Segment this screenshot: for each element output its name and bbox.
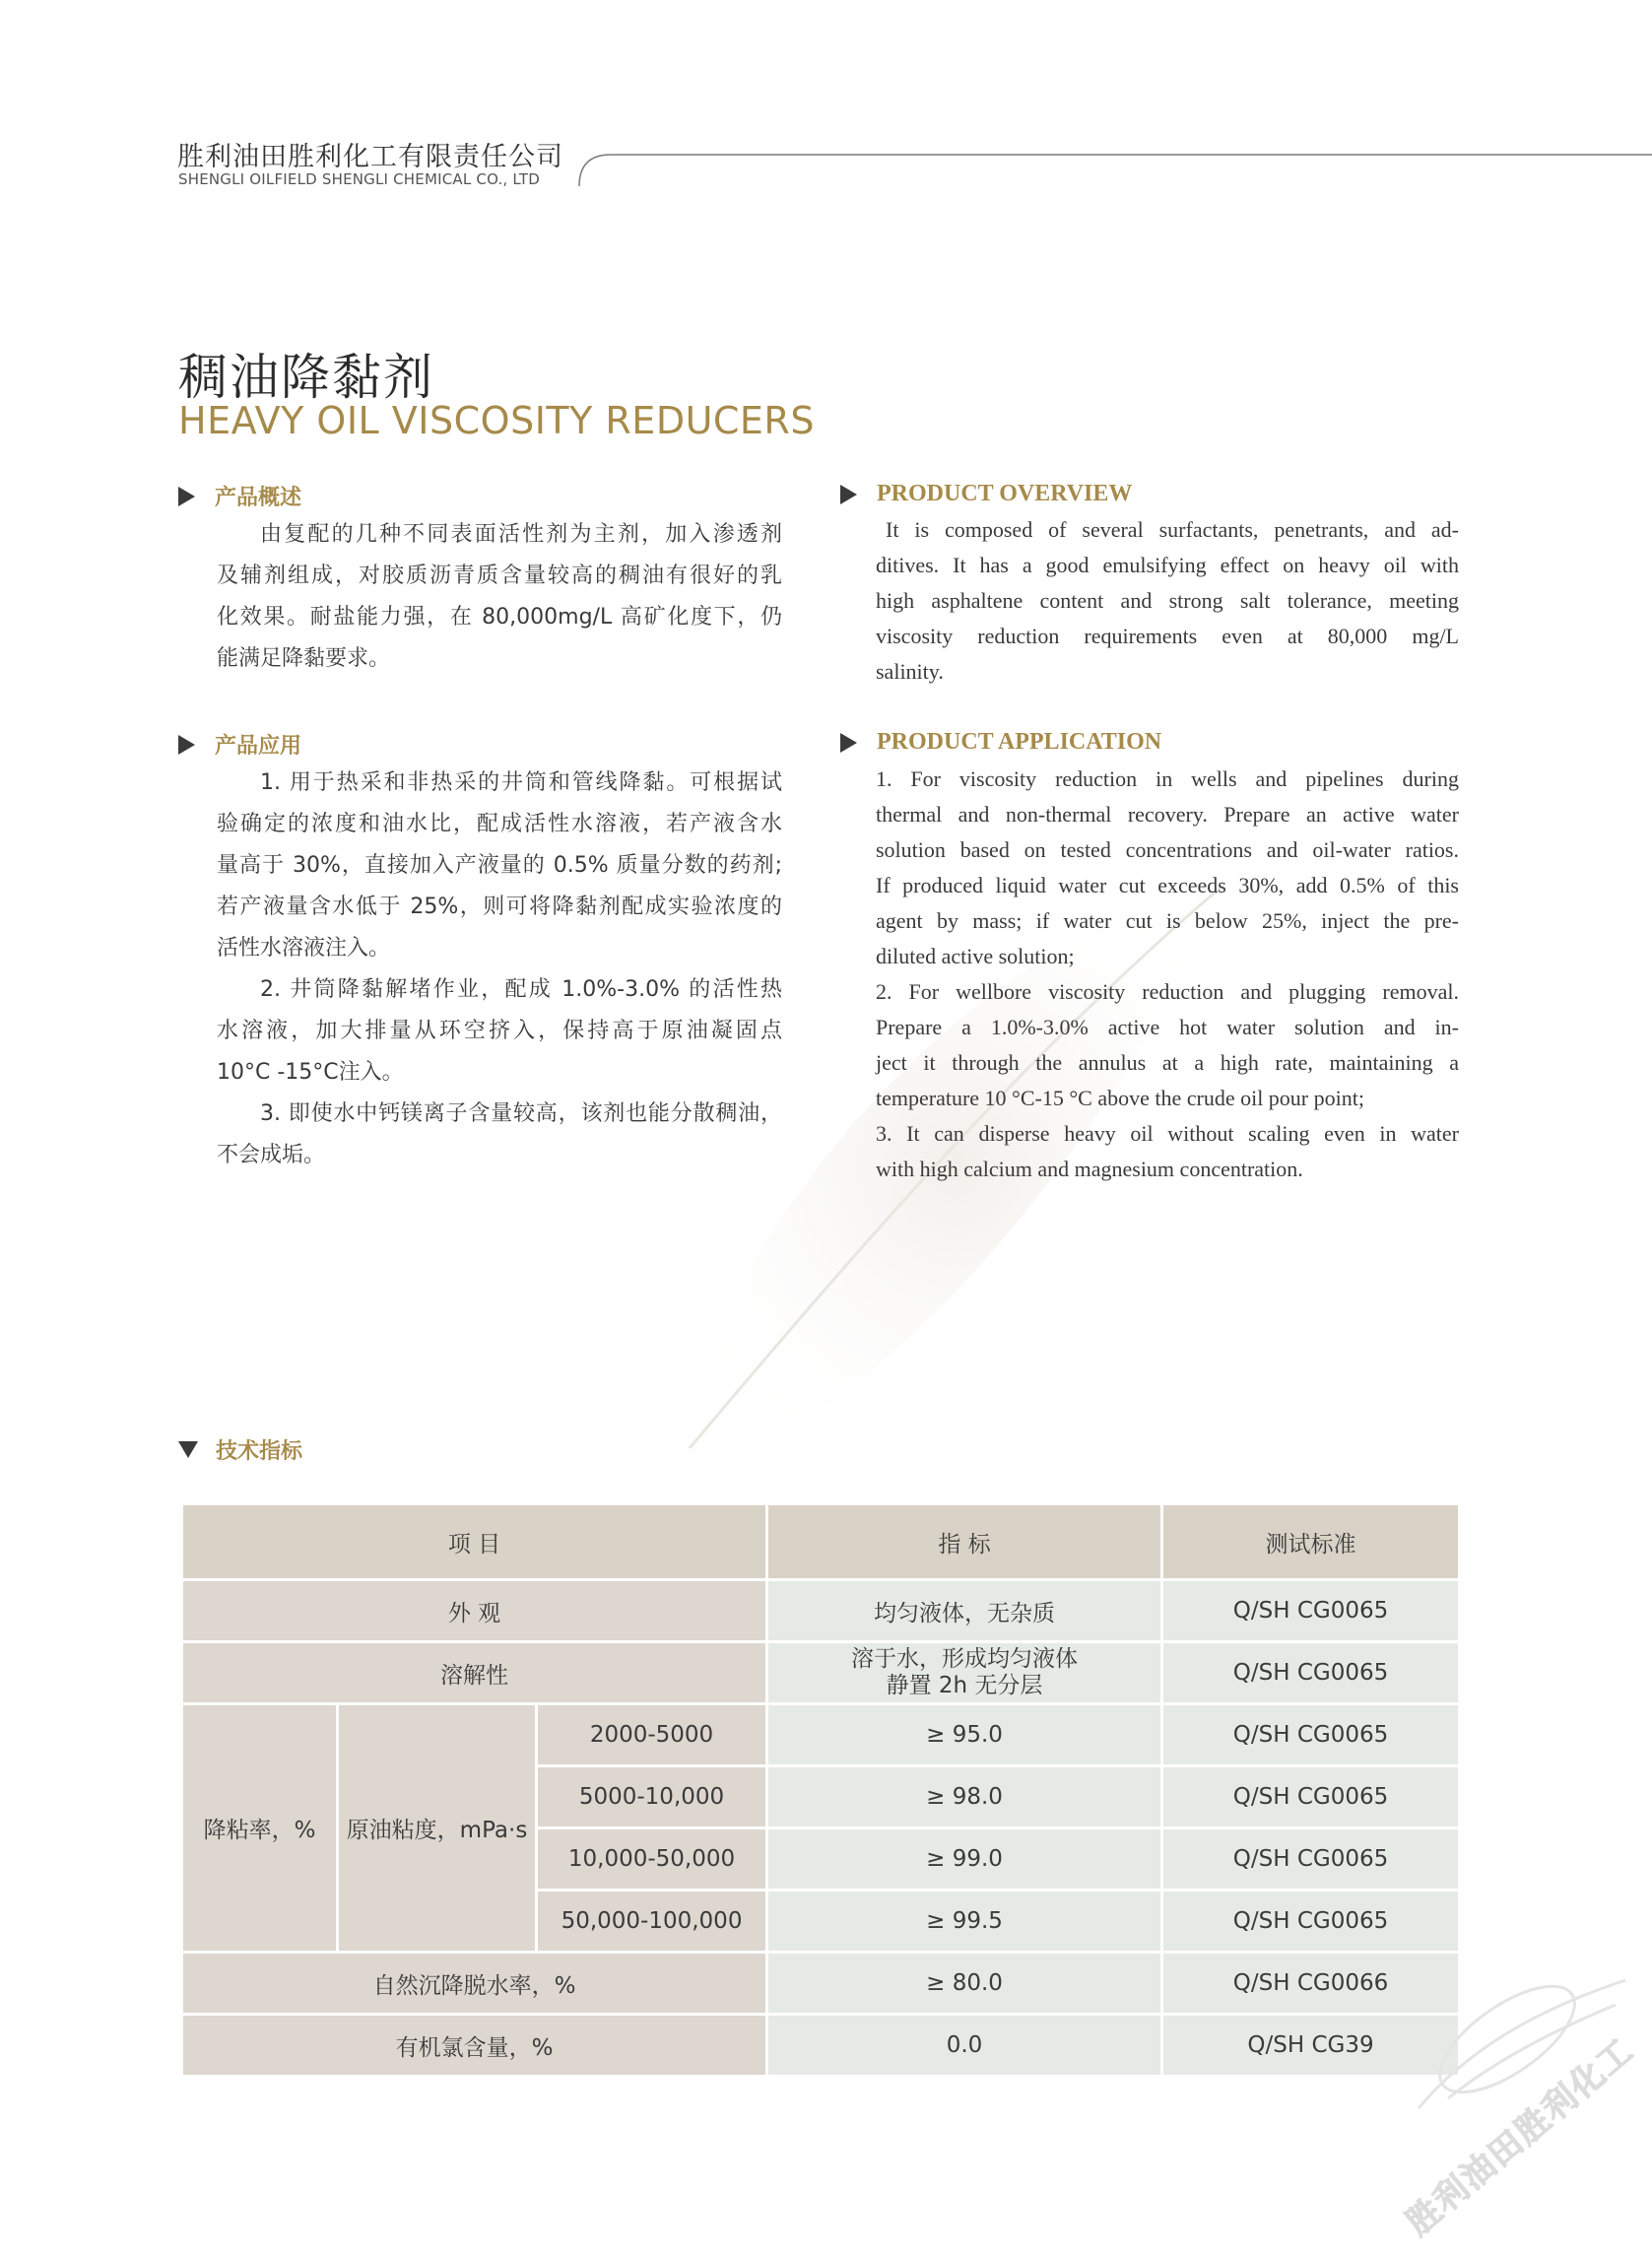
text-line: 10°C -15°C注入。 — [217, 1060, 404, 1085]
overview-text-cn — [217, 514, 782, 680]
triangle-down-icon — [178, 1441, 198, 1458]
text-line: 2. 井筒降黏解堵作业，配成 1.0%-3.0% 的活性热 — [260, 977, 782, 1002]
value-cell: 均匀液体，无杂质 — [767, 1580, 1162, 1642]
overview-heading-en — [840, 481, 1132, 507]
text-line: salinity. — [876, 659, 944, 684]
section-label: 产品概述 — [215, 486, 302, 510]
value-cell — [767, 1642, 1162, 1704]
range-cell: 50,000-100,000 — [537, 1891, 767, 1953]
text-line: It is composed of several surfactants, penetrants, and ad- — [886, 517, 1459, 542]
application-text-cn — [217, 763, 782, 1176]
section-label: 技术指标 — [216, 1439, 303, 1464]
text-line: thermal and non-thermal recovery. Prepare an active water — [876, 802, 1459, 827]
text-line: 及辅剂组成，对胶质沥青质含量较高的稠油有很好的乳 — [217, 564, 782, 588]
text-line: 能满足降黏要求。 — [217, 646, 391, 671]
triangle-right-icon — [178, 487, 195, 506]
section-label: PRODUCT OVERVIEW — [877, 481, 1133, 506]
header-standard: 测试标准 — [1162, 1504, 1460, 1580]
watermark-text: 胜利油田胜利化工 — [1399, 2030, 1642, 2243]
text-line: 活性水溶液注入。 — [217, 936, 391, 961]
text-line: 验确定的浓度和油水比，配成活性水溶液，若产液含水 — [217, 812, 782, 836]
range-cell: 5000-10,000 — [537, 1766, 767, 1828]
text-line: 化效果。耐盐能力强，在 80,000mg/L 高矿化度下，仍 — [217, 605, 782, 630]
text-line: viscosity reduction requirements even at 80,000 mg/L — [876, 624, 1459, 648]
value-cell: ≥ 80.0 — [767, 1953, 1162, 2015]
standard-cell: Q/SH CG0065 — [1162, 1828, 1460, 1891]
text-line: temperature 10 °C-15 °C above the crude oil pour point; — [876, 1086, 1364, 1110]
section-label: PRODUCT APPLICATION — [877, 729, 1162, 755]
value-cell: 0.0 — [767, 2015, 1162, 2077]
company-name-cn: 胜利油田胜利化工有限责任公司 — [177, 142, 563, 172]
text-line: If produced liquid water cut exceeds 30%, add 0.5% of this — [876, 873, 1459, 897]
value-cell: ≥ 98.0 — [767, 1766, 1162, 1828]
text-line: solution based on tested concentrations and oil-water ratios. — [876, 837, 1459, 862]
watermark-logo — [1389, 1960, 1652, 2257]
table-row — [182, 1580, 1460, 1642]
value-cell: ≥ 95.0 — [767, 1704, 1162, 1766]
text-line: agent by mass; if water cut is below 25%, inject the pre- — [876, 908, 1459, 933]
text-line: 3. It can disperse heavy oil without scaling even in water — [876, 1121, 1459, 1146]
standard-cell: Q/SH CG0065 — [1162, 1891, 1460, 1953]
text-line: ject it through the annulus at a high rate, maintaining a — [876, 1050, 1459, 1075]
standard-cell: Q/SH CG0066 — [1162, 1953, 1460, 2015]
item-cell: 降粘率，% — [182, 1704, 338, 1953]
text-line: 量高于 30%，直接加入产液量的 0.5% 质量分数的药剂; — [217, 853, 782, 878]
text-line: 不会成垢。 — [217, 1143, 326, 1167]
sub-item-cell: 原油粘度，mPa·s — [338, 1704, 537, 1953]
page-title-en: HEAVY OIL VISCOSITY REDUCERS — [178, 399, 815, 442]
range-cell: 10,000-50,000 — [537, 1828, 767, 1891]
standard-cell: Q/SH CG0065 — [1162, 1704, 1460, 1766]
value-line: 静置 2h 无分层 — [886, 1673, 1043, 1698]
text-line: 水溶液，加大排量从环空挤入，保持高于原油凝固点 — [217, 1019, 782, 1043]
page-title-cn: 稠油降黏剂 — [178, 349, 434, 406]
company-name-en: SHENGLI OILFIELD SHENGLI CHEMICAL CO., LTD — [178, 170, 540, 188]
text-line: 1. For viscosity reduction in wells and pipelines during — [876, 766, 1459, 791]
header-item: 项 目 — [182, 1504, 767, 1580]
spec-table — [180, 1502, 1461, 2078]
overview-heading-cn — [178, 481, 301, 511]
text-line: 2. For wellbore viscosity reduction and plugging removal. — [876, 979, 1459, 1004]
header-rule-line — [571, 153, 1652, 188]
standard-cell: Q/SH CG0065 — [1162, 1580, 1460, 1642]
table-row — [182, 1953, 1460, 2015]
table-header-row — [182, 1504, 1460, 1580]
value-cell: ≥ 99.0 — [767, 1828, 1162, 1891]
text-line: 1. 用于热采和非热采的井筒和管线降黏。可根据试 — [260, 770, 782, 795]
range-cell: 2000-5000 — [537, 1704, 767, 1766]
text-line: 3. 即使水中钙镁离子含量较高，该剂也能分散稠油， — [260, 1101, 782, 1126]
item-cell: 自然沉降脱水率，% — [182, 1953, 767, 2015]
text-line: high asphaltene content and strong salt tolerance, meeting — [876, 588, 1459, 613]
value-line: 溶于水，形成均匀液体 — [851, 1646, 1079, 1672]
application-heading-cn — [178, 729, 301, 760]
value-cell: ≥ 99.5 — [767, 1891, 1162, 1953]
standard-cell: Q/SH CG0065 — [1162, 1766, 1460, 1828]
application-text-en — [876, 762, 1459, 1187]
table-row — [182, 1642, 1460, 1704]
specs-heading — [178, 1434, 302, 1465]
standard-cell: Q/SH CG0065 — [1162, 1642, 1460, 1704]
item-cell: 外 观 — [182, 1580, 767, 1642]
text-line: diluted active solution; — [876, 944, 1075, 968]
section-label: 产品应用 — [215, 734, 302, 759]
table-row — [182, 1704, 1460, 1766]
triangle-right-icon — [178, 735, 195, 755]
text-line: Prepare a 1.0%-3.0% active hot water solution and in- — [876, 1015, 1459, 1039]
application-heading-en — [840, 729, 1161, 756]
standard-cell: Q/SH CG39 — [1162, 2015, 1460, 2077]
text-line: 由复配的几种不同表面活性剂为主剂，加入渗透剂 — [260, 522, 782, 547]
text-line: ditives. It has a good emulsifying effect on heavy oil with — [876, 553, 1459, 577]
text-line: 若产液量含水低于 25%，则可将降黏剂配成实验浓度的 — [217, 895, 782, 919]
text-line: with high calcium and magnesium concentration. — [876, 1157, 1303, 1181]
item-cell: 溶解性 — [182, 1642, 767, 1704]
header-value: 指 标 — [767, 1504, 1162, 1580]
triangle-right-icon — [840, 733, 857, 753]
triangle-right-icon — [840, 485, 857, 504]
table-row — [182, 2015, 1460, 2077]
overview-text-en — [876, 512, 1459, 690]
item-cell: 有机氯含量，% — [182, 2015, 767, 2077]
